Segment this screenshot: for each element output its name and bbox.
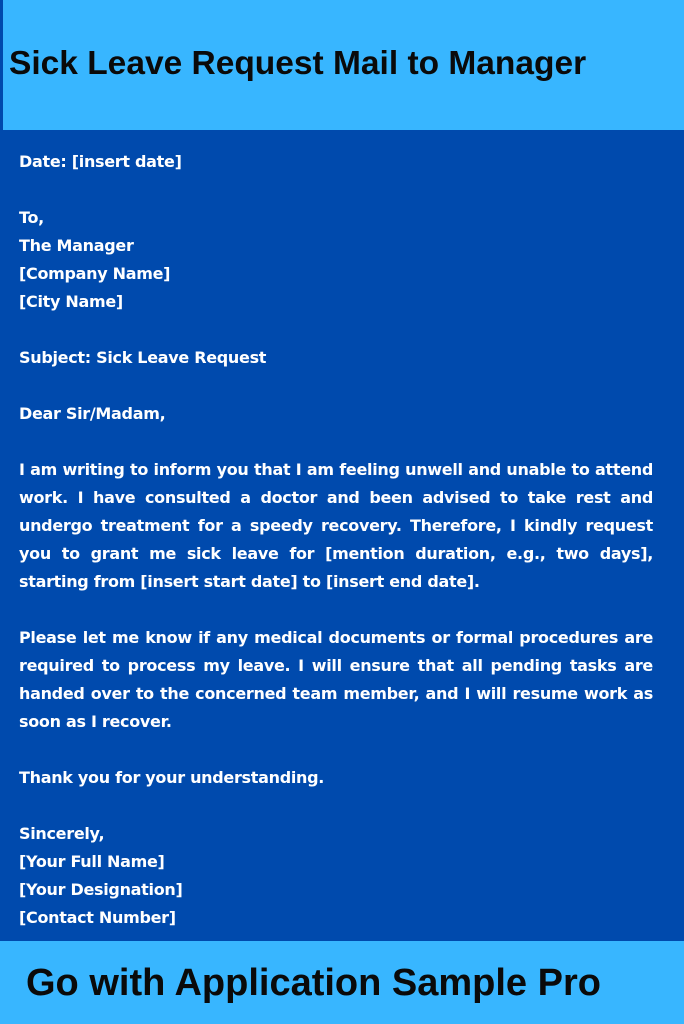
letter-body [19, 148, 653, 932]
closing-designation: [Your Designation] [19, 880, 183, 899]
footer-brand-text: Go with Application Sample Pro [26, 962, 601, 1004]
recipient-city: [City Name] [19, 292, 123, 311]
letter-thanks: Thank you for your understanding. [19, 768, 325, 787]
recipient-to: To, [19, 208, 44, 227]
closing-contact: [Contact Number] [19, 908, 176, 927]
spacer [19, 316, 653, 344]
page-title: Sick Leave Request Mail to Manager [9, 45, 587, 82]
recipient-title: The Manager [19, 236, 134, 255]
spacer [19, 372, 653, 400]
recipient-company: [Company Name] [19, 264, 171, 283]
letter-paragraph-2: Please let me know if any medical documents or formal procedures are required to process my leave. I will ensure that all pending tasks are handed over to the concerned team member, and I will resume work as soon as I recover. [19, 628, 653, 731]
footer-banner [0, 941, 684, 1024]
letter-paragraph-1: I am writing to inform you that I am feeling unwell and unable to attend work. I have consulted a doctor and been advised to take rest and undergo treatment for a speedy recovery. Therefore, I kindly request you to grant me sick leave for [mention duration, e.g., two days], starting from [insert start date] to [insert end date]. [19, 460, 653, 591]
letter-salutation: Dear Sir/Madam, [19, 404, 166, 423]
letter-date: Date: [insert date] [19, 152, 182, 171]
spacer [19, 792, 653, 820]
spacer [19, 596, 653, 624]
closing-sincerely: Sincerely, [19, 824, 105, 843]
header-banner [0, 0, 684, 130]
spacer [19, 736, 653, 764]
spacer [19, 428, 653, 456]
closing-name: [Your Full Name] [19, 852, 165, 871]
spacer [19, 176, 653, 204]
letter-subject: Subject: Sick Leave Request [19, 348, 267, 367]
